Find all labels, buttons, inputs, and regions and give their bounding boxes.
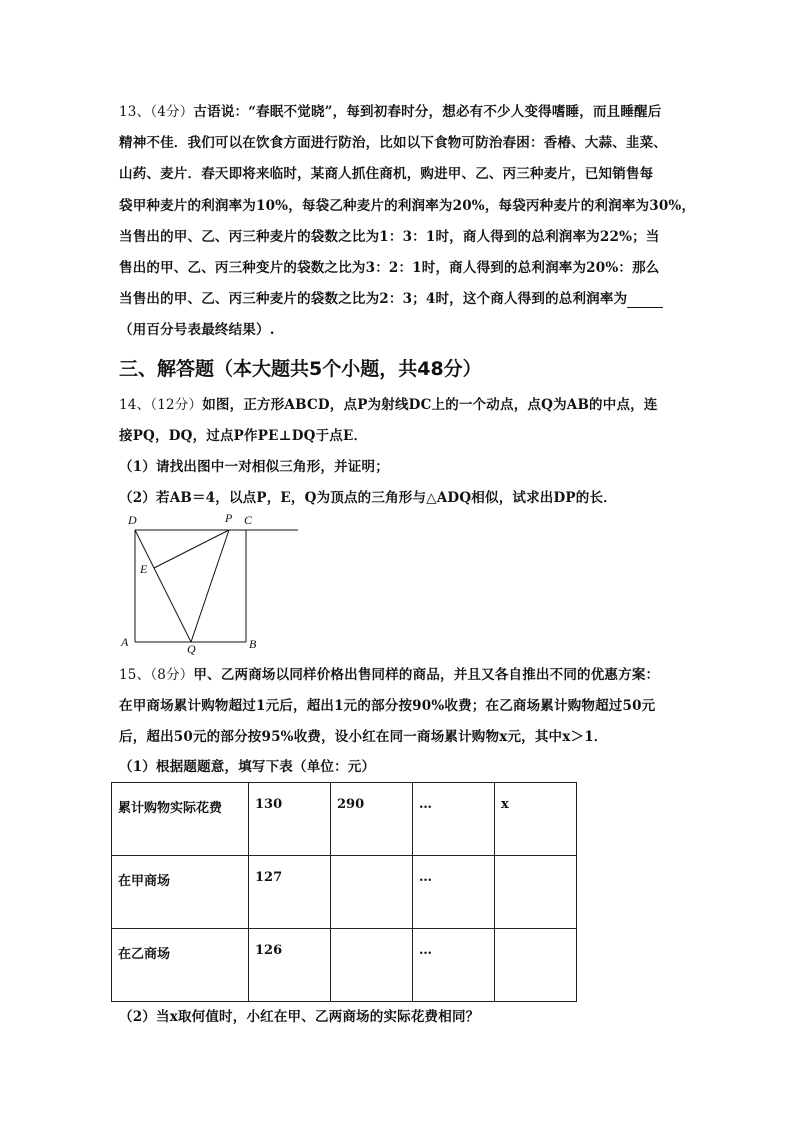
table-cell: 130 [249, 783, 331, 856]
table-cell: 127 [249, 856, 331, 929]
table-row [112, 856, 577, 929]
label-d: D [128, 513, 137, 527]
answer-blank[interactable] [627, 293, 663, 308]
segment-dq [135, 530, 191, 642]
q14-number: 14、（12分） [119, 397, 203, 413]
q15-part-1: （1）根据题题意，填写下表（单位：元） [119, 759, 376, 775]
label-b: B [249, 637, 257, 651]
table-cell: 在乙商场 [112, 929, 249, 1002]
q13-line-4: 袋甲种麦片的利润率为10%，每袋乙种麦片的利润率为20%，每袋丙种麦片的利润率为30%， [119, 198, 696, 214]
q14-part-1: （1）请找出图中一对相似三角形，并证明； [119, 459, 389, 475]
q13-line-2: 精神不佳．我们可以在饮食方面进行防治，比如以下食物可防治春困：香椿、大蒜、韭菜、 [119, 135, 667, 151]
table-cell-blank[interactable] [331, 856, 413, 929]
q15-line-3: 后，超出50元的部分按95%收费，设小红在同一商场累计购物x元，其中x＞1． [119, 729, 608, 745]
table-cell: x [495, 783, 577, 856]
label-a: A [121, 635, 129, 649]
q14-text: 如图，正方形ABCD，点P为射线DC上的一个动点，点Q为AB的中点，连 [202, 397, 658, 413]
q15-line-2: 在甲商场累计购物超过1元后，超出1元的部分按90%收费；在乙商场累计购物超过50元 [119, 698, 656, 714]
table-cell: … [413, 783, 495, 856]
q13-line-5: 当售出的甲、乙、丙三种麦片的袋数之比为1：3：1时，商人得到的总利润率为22%；当 [119, 229, 660, 245]
fee-table [111, 782, 577, 1002]
table-cell: 累计购物实际花费 [112, 783, 249, 856]
table-row [112, 783, 577, 856]
label-q: Q [187, 642, 196, 655]
label-p: P [225, 511, 233, 525]
table-cell-blank[interactable] [495, 856, 577, 929]
q13-line-8: （用百分号表最终结果）. [119, 322, 275, 338]
q13-line-1 [119, 103, 661, 121]
q14-part-2: （2）若AB＝4，以点P，E，Q为顶点的三角形与△ADQ相似，试求出DP的长． [119, 490, 617, 506]
table-cell: 126 [249, 929, 331, 1002]
q14-line-2: 接PQ，DQ，过点P作PE⊥DQ于点E． [119, 428, 368, 444]
q15-line-1 [119, 666, 659, 684]
table-cell-blank[interactable] [495, 929, 577, 1002]
table-cell: 在甲商场 [112, 856, 249, 929]
q14-line-1 [119, 396, 658, 414]
q13-text: 古语说：“春眠不觉晓”，每到初春时分，想必有不少人变得嗜睡，而且睡醒后 [193, 104, 662, 120]
q13-line-3: 山药、麦片．春天即将来临时，某商人抓住商机，购进甲、乙、丙三种麦片，已知销售每 [119, 166, 654, 182]
label-c: C [244, 513, 253, 527]
q15-part-2: （2）当x取何值时，小红在甲、乙两商场的实际花费相同？ [119, 1009, 480, 1025]
table-row [112, 929, 577, 1002]
q13-number: 13、（4分） [119, 104, 194, 120]
q13-line-7-text: 当售出的甲、乙、丙三种麦片的袋数之比为2：3；4时，这个商人得到的总利润率为 [119, 291, 628, 307]
table-cell: … [413, 929, 495, 1002]
table-cell: … [413, 856, 495, 929]
q15-text: 甲、乙两商场以同样价格出售同样的商品，并且又各自推出不同的优惠方案： [193, 667, 660, 683]
table-cell: 290 [331, 783, 413, 856]
q13-line-7 [119, 290, 663, 308]
label-e: E [140, 562, 148, 576]
section-heading: 三、解答题（本大题共5个小题，共48分） [119, 358, 482, 380]
table-cell-blank[interactable] [331, 929, 413, 1002]
q13-line-6: 售出的甲、乙、丙三种变片的袋数之比为3：2：1时，商人得到的总利润率为20%：那么 [119, 260, 660, 276]
geometry-diagram [110, 505, 310, 655]
q15-number: 15、（8分） [119, 667, 194, 683]
